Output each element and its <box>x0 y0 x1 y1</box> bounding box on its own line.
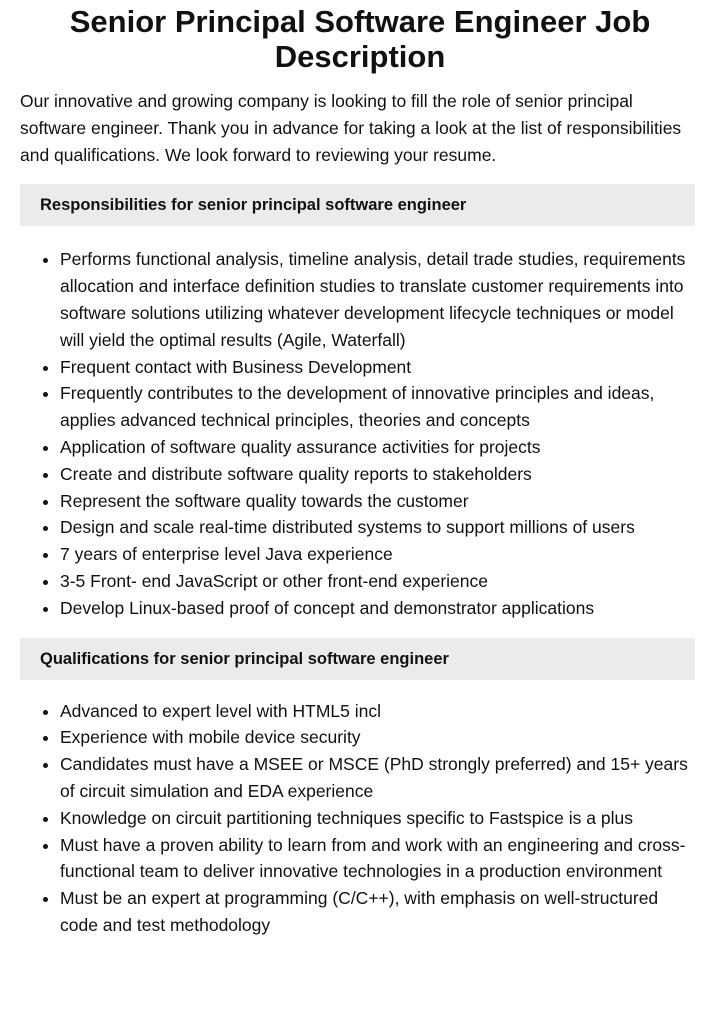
list-item: • Represent the software quality towards the customer <box>60 488 700 515</box>
list-item: • Advanced to expert level with HTML5 incl <box>60 698 700 725</box>
list-item: • Candidates must have a MSEE or MSCE (PhD strongly preferred) and 15+ years of circuit simulation and EDA experience <box>60 751 700 805</box>
list-item: • 3-5 Front- end JavaScript or other front-end experience <box>60 568 700 595</box>
list-item: • Must have a proven ability to learn from and work with an engineering and cross-functional team to deliver innovative technologies in a production environment <box>60 832 700 886</box>
list-item: • Design and scale real-time distributed systems to support millions of users <box>60 514 700 541</box>
list-item: • Frequently contributes to the development of innovative principles and ideas, applies advanced technical principles, theories and concepts <box>60 380 700 434</box>
list-item: • Experience with mobile device security <box>60 724 700 751</box>
list-item: • Create and distribute software quality reports to stakeholders <box>60 461 700 488</box>
list-item: • Performs functional analysis, timeline analysis, detail trade studies, requirements allocation and interface definition studies to translate customer requirements into software solutions utilizing whatever development lifecycle techniques or model will yield the optimal results (Agile, Waterfall) <box>60 246 700 353</box>
page-title: Senior Principal Software Engineer Job Description <box>69 4 651 74</box>
responsibilities-list <box>20 246 700 621</box>
list-item: • Develop Linux-based proof of concept and demonstrator applications <box>60 595 700 622</box>
responsibilities-heading: Responsibilities for senior principal software engineer <box>20 184 695 226</box>
list-item: • Application of software quality assurance activities for projects <box>60 434 700 461</box>
list-item: • Frequent contact with Business Development <box>60 354 700 381</box>
qualifications-list <box>20 698 700 939</box>
list-item: • 7 years of enterprise level Java experience <box>60 541 700 568</box>
qualifications-heading: Qualifications for senior principal software engineer <box>20 638 695 680</box>
list-item: • Must be an expert at programming (C/C++), with emphasis on well-structured code and test methodology <box>60 885 700 939</box>
list-item: • Knowledge on circuit partitioning techniques specific to Fastspice is a plus <box>60 805 700 832</box>
intro-paragraph: Our innovative and growing company is looking to fill the role of senior principal software engineer. Thank you in advance for taking a look at the list of responsibilities and qualifications. We look forward to reviewing your resume. <box>20 91 682 165</box>
